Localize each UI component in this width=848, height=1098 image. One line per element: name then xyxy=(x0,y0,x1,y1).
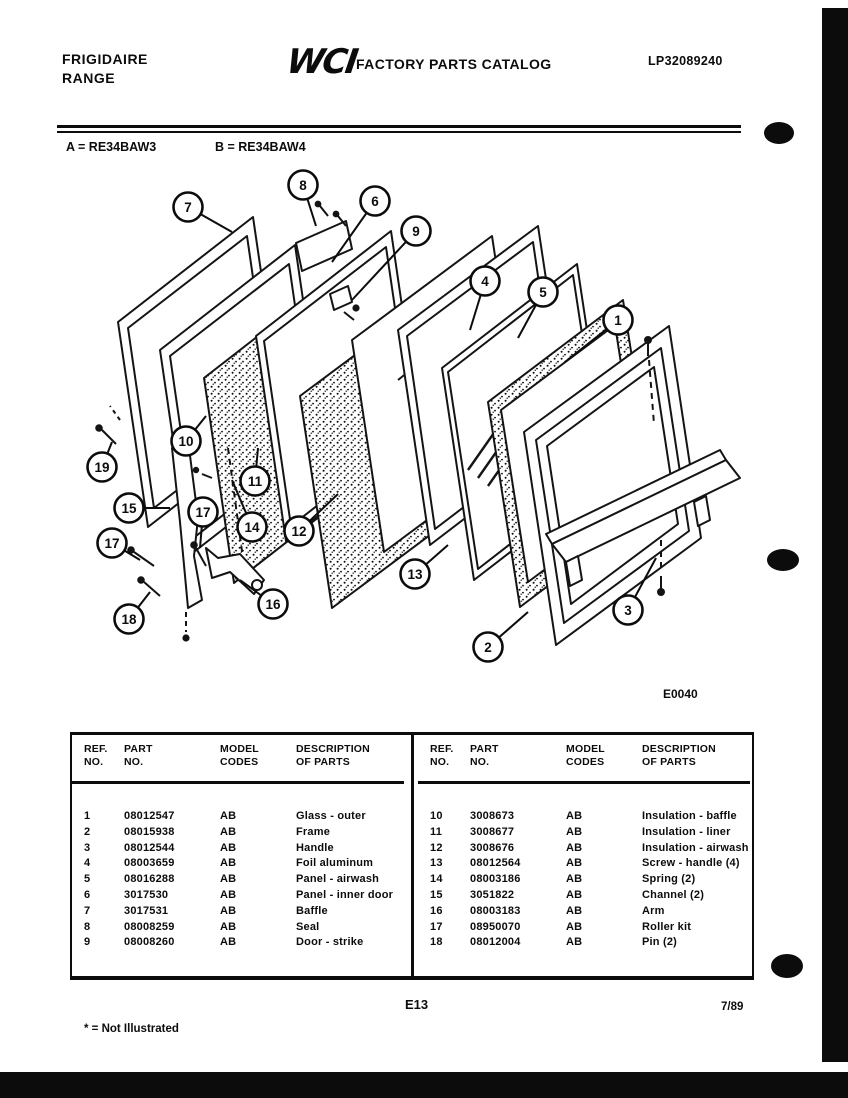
description: Panel - inner door xyxy=(296,888,394,901)
header-rule-top xyxy=(57,125,741,128)
column-header: PART NO. xyxy=(470,743,499,768)
column-header: PART NO. xyxy=(124,743,153,768)
part-no: 3017531 xyxy=(124,904,169,917)
binder-hole-mark xyxy=(771,954,803,978)
description: Channel (2) xyxy=(642,888,705,901)
table-row xyxy=(84,872,402,888)
header-underline xyxy=(418,781,750,784)
svg-text:14: 14 xyxy=(244,520,260,535)
description: Spring (2) xyxy=(642,873,696,886)
part-no: 08016288 xyxy=(124,873,175,886)
model-codes: AB xyxy=(566,873,583,886)
part-no: 08012564 xyxy=(470,857,521,870)
part-no: 08012547 xyxy=(124,810,175,822)
part-no: 08003186 xyxy=(470,873,521,886)
not-illustrated-footnote: * = Not Illustrated xyxy=(84,1023,179,1035)
table-row xyxy=(430,920,748,936)
column-header: MODEL CODES xyxy=(220,743,259,768)
table-row xyxy=(430,809,748,825)
svg-text:18: 18 xyxy=(121,612,137,627)
ref-no: 5 xyxy=(84,873,91,886)
table-row xyxy=(84,888,402,904)
callout-balloon-18 xyxy=(115,592,151,634)
svg-text:12: 12 xyxy=(291,524,307,539)
svg-text:17: 17 xyxy=(104,536,120,551)
model-codes: AB xyxy=(566,810,583,822)
svg-text:13: 13 xyxy=(407,567,423,582)
model-codes: AB xyxy=(220,936,237,949)
part-no: 3008677 xyxy=(470,825,515,838)
callout-balloon-15 xyxy=(115,494,171,523)
model-codes: AB xyxy=(566,920,583,933)
description: Screw - handle (4) xyxy=(642,857,740,870)
table-header xyxy=(430,743,748,769)
catalog-title: FACTORY PARTS CATALOG xyxy=(356,56,552,72)
table-row xyxy=(84,920,402,936)
svg-text:7: 7 xyxy=(184,200,192,215)
model-codes: AB xyxy=(220,888,237,901)
parts-table-right xyxy=(418,735,750,976)
part-no: 3051822 xyxy=(470,888,515,901)
description: Panel - airwash xyxy=(296,873,380,886)
table-rows xyxy=(430,809,748,951)
scan-edge-band-right xyxy=(822,8,848,1062)
ref-no: 16 xyxy=(430,904,443,917)
svg-text:6: 6 xyxy=(371,194,379,209)
description: Handle xyxy=(296,841,334,854)
ref-no: 12 xyxy=(430,841,443,854)
description: Insulation - baffle xyxy=(642,810,737,822)
model-codes: AB xyxy=(566,825,583,838)
svg-text:4: 4 xyxy=(481,274,489,289)
table-row xyxy=(430,935,748,951)
svg-text:17: 17 xyxy=(195,505,211,520)
part-no: 08003183 xyxy=(470,904,521,917)
table-row xyxy=(430,872,748,888)
ref-no: 2 xyxy=(84,825,91,838)
ref-no: 11 xyxy=(430,825,443,838)
svg-text:16: 16 xyxy=(265,597,281,612)
table-row xyxy=(84,825,402,841)
binder-hole-mark xyxy=(767,549,799,571)
part-no: 08015938 xyxy=(124,825,175,838)
binder-hole-marks xyxy=(764,122,803,978)
svg-text:8: 8 xyxy=(299,178,307,193)
svg-text:11: 11 xyxy=(247,474,263,489)
publication-number: LP32089240 xyxy=(648,54,723,68)
part-no: 08008260 xyxy=(124,936,175,949)
model-codes: AB xyxy=(566,888,583,901)
description: Pin (2) xyxy=(642,936,678,949)
callout-balloon-7 xyxy=(174,193,233,233)
scan-edge-band-bottom xyxy=(0,1072,848,1098)
ref-no: 10 xyxy=(430,810,443,822)
table-row xyxy=(84,809,402,825)
model-codes: AB xyxy=(566,857,583,870)
callout-balloon-8 xyxy=(289,171,318,227)
description: Seal xyxy=(296,920,320,933)
model-codes: AB xyxy=(220,810,237,822)
description: Baffle xyxy=(296,904,328,917)
callout-balloon-19 xyxy=(88,442,117,482)
ref-no: 6 xyxy=(84,888,91,901)
header-rule-bottom xyxy=(57,131,741,133)
column-header: REF. NO. xyxy=(430,743,454,768)
svg-text:9: 9 xyxy=(412,224,420,239)
table-row xyxy=(84,841,402,857)
ref-no: 9 xyxy=(84,936,91,949)
description: Roller kit xyxy=(642,920,692,933)
header-underline xyxy=(72,781,404,784)
binder-hole-mark xyxy=(764,122,794,144)
part-no: 08950070 xyxy=(470,920,521,933)
callout-balloon-2 xyxy=(474,612,529,662)
brand-block xyxy=(62,50,148,88)
model-codes: AB xyxy=(220,825,237,838)
ref-no: 4 xyxy=(84,857,91,870)
ref-no: 8 xyxy=(84,920,91,933)
model-codes: AB xyxy=(566,904,583,917)
revision-date: 7/89 xyxy=(721,1001,744,1013)
model-code-a: A = RE34BAW3 xyxy=(66,140,157,154)
model-code-b: B = RE34BAW4 xyxy=(215,140,306,154)
part-no: 08012544 xyxy=(124,841,175,854)
parts-table-left xyxy=(72,735,404,976)
ref-no: 1 xyxy=(84,810,91,822)
description: Insulation - airwash xyxy=(642,841,749,854)
table-row xyxy=(430,825,748,841)
product-line: RANGE xyxy=(62,70,116,86)
wci-logo: WCI xyxy=(284,42,359,82)
part-no: 3017530 xyxy=(124,888,169,901)
svg-text:15: 15 xyxy=(121,501,137,516)
ref-no: 3 xyxy=(84,841,91,854)
description: Foil aluminum xyxy=(296,857,374,870)
svg-text:2: 2 xyxy=(484,640,492,655)
part-no: 08008259 xyxy=(124,920,175,933)
page-number: E13 xyxy=(405,997,429,1012)
part-no: 3008673 xyxy=(470,810,515,822)
ref-no: 14 xyxy=(430,873,443,886)
model-codes: AB xyxy=(220,873,237,886)
table-row xyxy=(430,904,748,920)
svg-text:19: 19 xyxy=(94,460,110,475)
column-header: REF. NO. xyxy=(84,743,108,768)
table-header xyxy=(84,743,402,769)
ref-no: 7 xyxy=(84,904,91,917)
table-row xyxy=(430,888,748,904)
diagram-code: E0040 xyxy=(663,687,698,701)
model-codes: AB xyxy=(220,904,237,917)
callout-balloon-16 xyxy=(240,580,288,619)
part-no: 08003659 xyxy=(124,857,175,870)
model-codes: AB xyxy=(566,841,583,854)
svg-text:10: 10 xyxy=(178,434,194,449)
description: Door - strike xyxy=(296,936,364,949)
part-no: 08012004 xyxy=(470,936,521,949)
table-row xyxy=(84,935,402,951)
description: Arm xyxy=(642,904,665,917)
ref-no: 17 xyxy=(430,920,443,933)
model-codes: AB xyxy=(220,920,237,933)
parts-table xyxy=(70,732,754,980)
table-center-divider xyxy=(411,735,414,976)
model-codes: AB xyxy=(220,857,237,870)
column-header: DESCRIPTION OF PARTS xyxy=(642,743,716,768)
table-row xyxy=(430,841,748,857)
column-header: DESCRIPTION OF PARTS xyxy=(296,743,370,768)
column-header: MODEL CODES xyxy=(566,743,605,768)
table-row xyxy=(84,904,402,920)
description: Frame xyxy=(296,825,331,838)
part-no: 3008676 xyxy=(470,841,515,854)
callout-balloon-17 xyxy=(98,529,141,561)
ref-no: 15 xyxy=(430,888,443,901)
brand-name: FRIGIDAIRE xyxy=(62,51,148,67)
svg-text:3: 3 xyxy=(624,603,632,618)
table-row xyxy=(84,856,402,872)
table-row xyxy=(430,856,748,872)
svg-text:5: 5 xyxy=(539,285,547,300)
ref-no: 13 xyxy=(430,857,443,870)
model-codes: AB xyxy=(566,936,583,949)
description: Glass - outer xyxy=(296,810,366,822)
svg-text:1: 1 xyxy=(614,313,622,328)
model-codes: AB xyxy=(220,841,237,854)
table-rows xyxy=(84,809,402,951)
ref-no: 18 xyxy=(430,936,443,949)
description: Insulation - liner xyxy=(642,825,731,838)
